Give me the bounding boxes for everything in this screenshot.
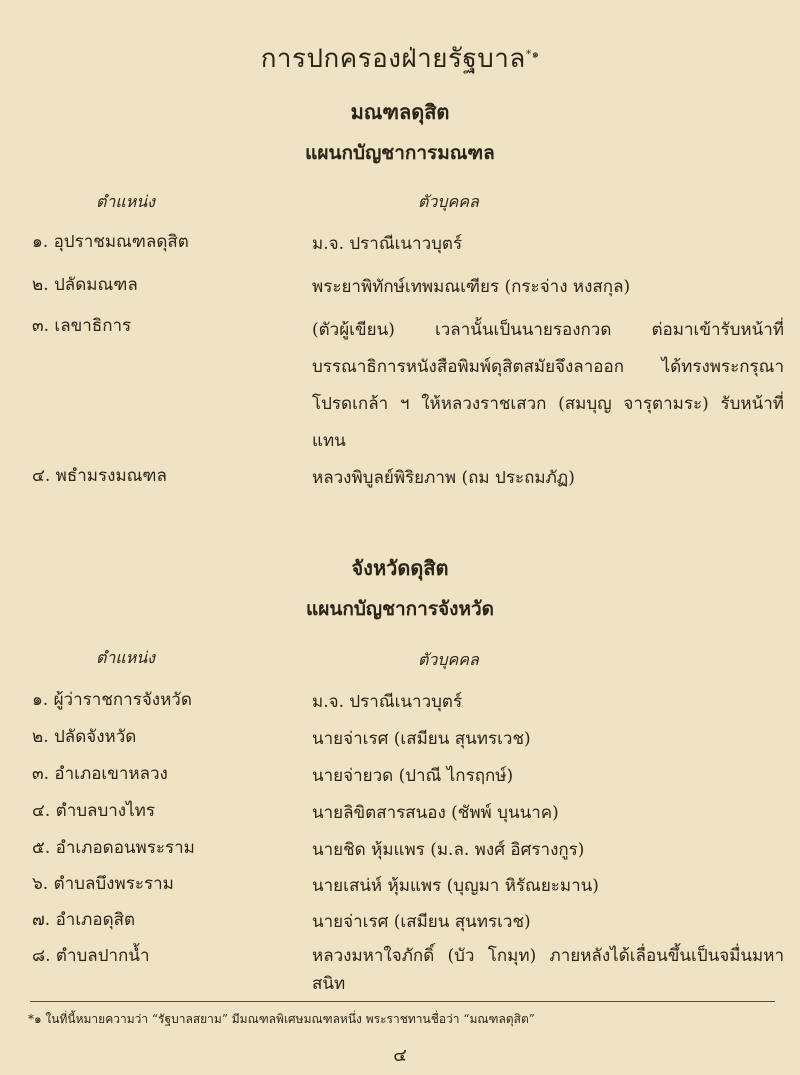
section1-subheading: แผนกบัญชาการมณฑล [305, 142, 495, 164]
person-cell: นายจ่าเรศ (เสมียน สุนทรเวช) [312, 912, 531, 932]
section1-col-person: ตัวบุคคล [418, 192, 479, 211]
position-cell: ๕. อำเภอดอนพระราม [32, 838, 195, 858]
position-cell: ๓. อำเภอเขาหลวง [32, 764, 168, 784]
person-cell: นายลิขิตสารสนอง (ชัพพ์ บุนนาค) [312, 803, 559, 823]
position-cell: ๔. ตำบลบางไทร [32, 801, 155, 821]
person-cell: นายจ่าเรศ (เสมียน สุนทรเวช) [312, 729, 531, 749]
section1-heading: มณฑลดุสิต [350, 100, 450, 124]
position-cell: ๓. เลขาธิการ [32, 316, 132, 336]
footnote-divider [30, 1001, 775, 1002]
position-cell: ๗. อำเภอดุสิต [32, 910, 136, 930]
person-cell: หลวงมหาใจภักดิ์ (บัว โกมุท) ภายหลังได้เลื่อนขึ้นเป็นจมื่นมหาสนิท [312, 946, 784, 994]
person-cell: ม.จ. ปราณีเนาวบุตร์ [312, 692, 463, 712]
position-cell: ๘. ตำบลปากน้ำ [32, 946, 150, 966]
section2-heading: จังหวัดดุสิต [351, 556, 449, 580]
section2-col-person: ตัวบุคคล [418, 650, 479, 669]
person-cell: หลวงพิบูลย์พิริยภาพ (ถม ประถมภัฏ) [312, 468, 575, 488]
position-cell: ๒. ปลัดจังหวัด [32, 727, 137, 747]
person-cell: ม.จ. ปราณีเนาวบุตร์ [312, 234, 463, 254]
position-cell: ๔. พธำมรงมณฑล [32, 466, 167, 486]
footnote-mark: *๑ [525, 47, 540, 61]
section1-col-position: ตำแหน่ง [96, 192, 155, 211]
title-text: การปกครองฝ่ายรัฐบาล [260, 44, 526, 74]
person-cell: (ตัวผู้เขียน) เวลานั้นเป็นนายรองกวด ต่อมาเข้ารับหน้าที่บรรณาธิการหนังสือพิมพ์ดุสิตสมัยจึงลาออก ได้ทรงพระกรุณาโปรดเกล้า ฯ ให้หลวงราชเสวก (สมบุญ จารุตามระ) รับหน้าที่แทน [312, 320, 784, 451]
section2-subheading: แผนกบัญชาการจังหวัด [305, 598, 494, 620]
person-cell: พระยาพิทักษ์เทพมณเฑียร (กระจ่าง หงสกุล) [312, 277, 631, 297]
person-cell: นายจ่ายวด (ปาณี ไกรฤกษ์) [312, 766, 514, 786]
position-cell: ๖. ตำบลบึงพระราม [32, 874, 174, 894]
footnote: *๑ ในที่นี้หมายความว่า “รัฐบาลสยาม” มีมณฑลพิเศษมณฑลหนึ่ง พระราชทานชื่อว่า “มณฑลดุสิต” [28, 1012, 535, 1026]
section2-col-position: ตำแหน่ง [96, 648, 155, 667]
position-cell: ๑. อุปราชมณฑลดุสิต [32, 232, 189, 252]
position-cell: ๑. ผู้ว่าราชการจังหวัด [32, 690, 192, 710]
position-cell: ๒. ปลัดมณฑล [32, 275, 138, 295]
page-title [0, 38, 800, 79]
person-cell: นายชิด หุ้มแพร (ม.ล. พงศ์ อิศรางกูร) [312, 840, 585, 860]
person-cell: นายเสน่ห์ หุ้มแพร (บุญมา หิรัณยะมาน) [312, 876, 599, 896]
page-number: ๔ [393, 1045, 407, 1066]
